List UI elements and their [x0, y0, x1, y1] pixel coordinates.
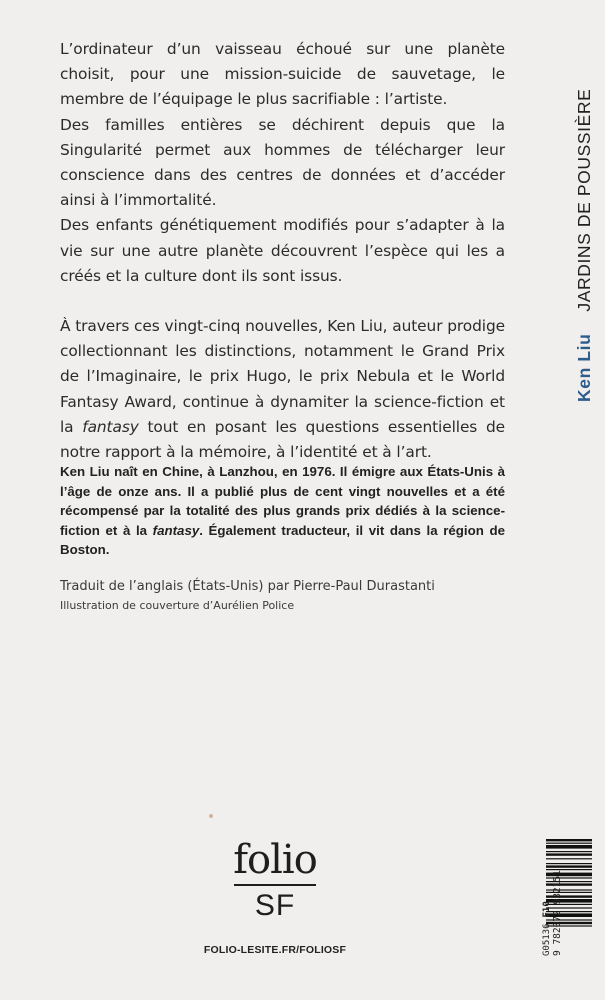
logo-divider	[234, 884, 316, 886]
publisher-website: FOLIO-LESITE.FR/FOLIOSF	[203, 944, 347, 956]
folio-sf-logo	[215, 837, 335, 922]
bio-italic: fantasy	[152, 522, 200, 538]
barcode-text	[542, 870, 563, 956]
synopsis-column	[60, 37, 505, 465]
bio-text-2: . Également traducteur, il vit dans la région de Boston.	[60, 522, 505, 558]
logo-sf-word: SF	[254, 889, 296, 922]
spine-title-block	[554, 22, 594, 402]
spine-text	[574, 89, 595, 402]
synopsis-paragraph-3: Des enfants génétiquement modifiés pour s’adapter à la vie sur une autre planète découvrent l’espèce qui les a créés et la culture dont ils sont issus.	[60, 216, 505, 285]
spine-author: Ken Liu	[574, 333, 594, 402]
translation-credit: Traduit de l’anglais (États-Unis) par Pierre-Paul Durastanti	[60, 579, 435, 594]
bio-text-1: Ken Liu naît en Chine, à Lanzhou, en 1976. Il émigre aux États-Unis à l’âge de onze ans. Il a publié plus de cent vingt nouvelles et a été récompensé par la totalité des plus grands prix dédiés à la science-fiction et à la	[60, 464, 505, 538]
barcode-isbn: 9 782072 932151	[552, 870, 563, 956]
barcode-price-code: F10	[542, 901, 552, 918]
logo-folio-word: folio	[233, 837, 317, 883]
presentation-paragraph	[60, 314, 505, 465]
synopsis-paragraph-1: L’ordinateur d’un vaisseau échoué sur une planète choisit, pour une mission-suicide de sauvetage, le membre de l’équipage le plus sacrifiable : l’artiste.	[60, 40, 505, 109]
presentation-text-2: tout en posant les questions essentielles de notre rapport à la mémoire, à l’identité et à l’art.	[60, 417, 505, 462]
barcode-block	[534, 838, 600, 956]
synopsis-paragraph-2: Des familles entières se déchirent depuis que la Singularité permet aux hommes de télécharger leur conscience dans des centres de données et d’accéder ainsi à l’immortalité.	[60, 115, 505, 210]
presentation-text-1: À travers ces vingt-cinq nouvelles, Ken Liu, auteur prodige collectionnant les distinctions, notamment le Grand Prix de l’Imaginaire, le prix Hugo, le prix Nebula et le World Fantasy Award, continue à dynamiter la science-fiction et la	[60, 317, 505, 436]
paper-speck	[209, 814, 213, 818]
author-bio	[60, 462, 505, 560]
presentation-italic: fantasy	[82, 417, 139, 436]
spine-title: JARDINS DE POUSSIÈRE	[574, 88, 594, 312]
illustration-credit: Illustration de couverture d’Aurélien Police	[60, 599, 295, 612]
barcode-code: G05136	[542, 923, 552, 956]
